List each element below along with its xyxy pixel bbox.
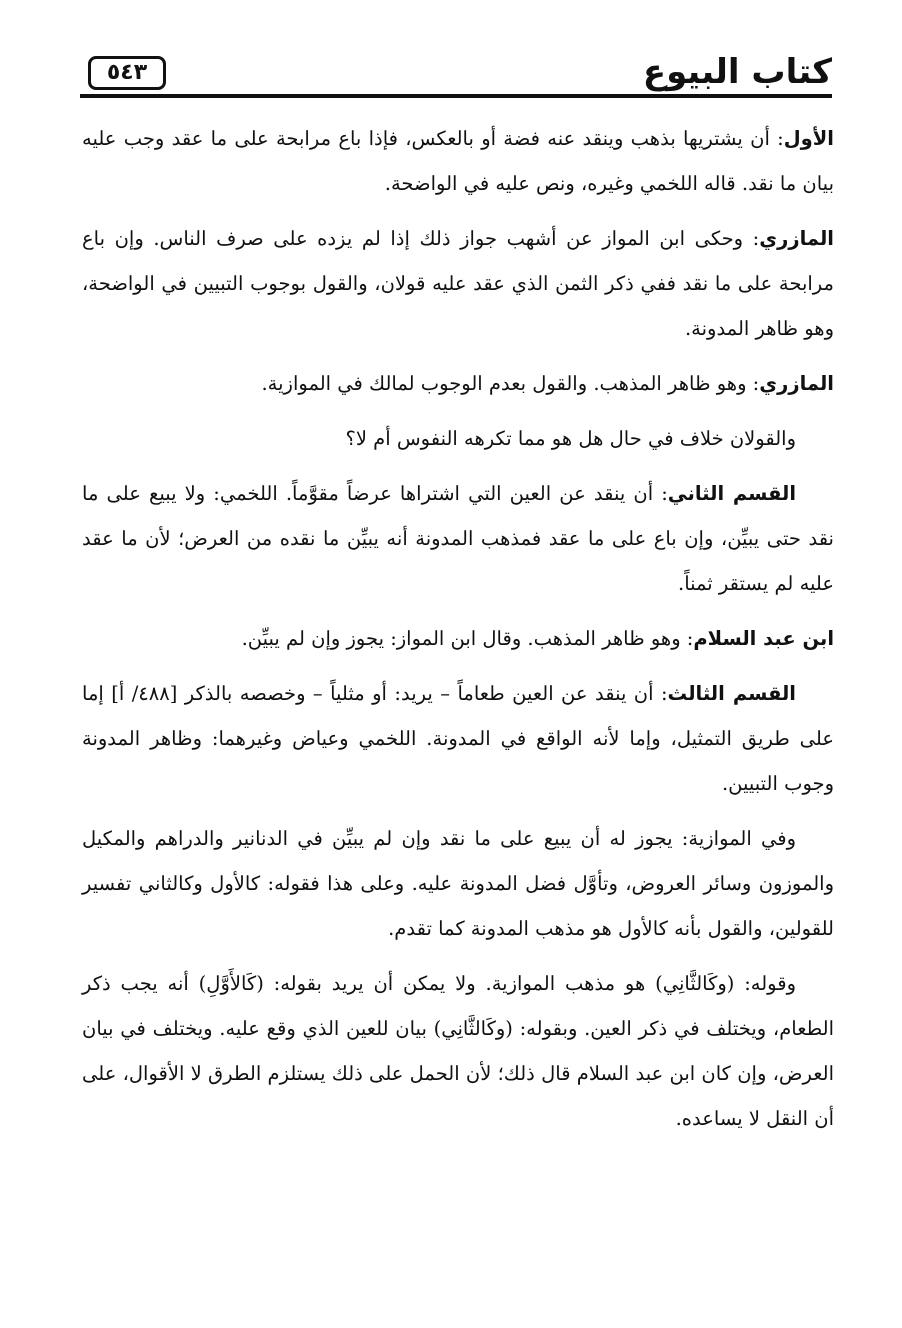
paragraph-text: وقوله: (وكَالثَّانِي) هو مذهب الموازية. ولا يمكن أن يريد بقوله: (كَالأَوَّلِ) أنه يجب ذكر الطعام، ويختلف في ذكر العين. وبقوله: (وكَالثَّانِي) بيان للعين الذي وقع عليه. ويختلف في بيان العرض، وإن كان ابن عبد السلام قال ذلك؛ لأن الحمل على ذلك يستلزم الطرق لا الأقوال، على أن النقل لا يساعده. xyxy=(82,972,834,1130)
book-title: كتاب البيوع xyxy=(642,52,832,92)
paragraph-lead: المازري xyxy=(759,372,834,395)
paragraph-9 xyxy=(82,961,834,1141)
header-rule xyxy=(80,94,832,98)
paragraph-text: : أن ينقد عن العين طعاماً – يريد: أو مثلياً – وخصصه بالذكر [٤٨٨/ أ] إما على طريق التمثيل، وإما لأنه الواقع في المدونة. اللخمي وعياض وغيرهما: وظاهر المدونة وجوب التبيين. xyxy=(82,682,834,795)
paragraph-text: : أن ينقد عن العين التي اشتراها عرضاً مقوَّماً. اللخمي: ولا يبيع على ما نقد حتى يبيِّن، وإن باع على ما عقد فمذهب المدونة أنه يبيِّن ما نقده من العرض؛ لأن ما عقد عليه لم يستقر ثمناً. xyxy=(82,482,834,595)
paragraph-2 xyxy=(82,216,834,351)
page-header xyxy=(80,50,832,102)
paragraph-5 xyxy=(82,471,834,606)
body-text xyxy=(82,116,834,1151)
paragraph-7 xyxy=(82,671,834,806)
paragraph-text: : وحكى ابن المواز عن أشهب جواز ذلك إذا لم يزده على صرف الناس. وإن باع مرابحة على ما نقد ففي ذكر الثمن الذي عقد عليه قولان، والقول بوجوب التبيين في الواضحة، وهو ظاهر المدونة. xyxy=(82,227,834,340)
paragraph-text: : وهو ظاهر المذهب. والقول بعدم الوجوب لمالك في الموازية. xyxy=(261,372,760,395)
paragraph-lead: القسم الثاني xyxy=(667,482,797,505)
paragraph-text: : وهو ظاهر المذهب. وقال ابن المواز: يجوز وإن لم يبيِّن. xyxy=(241,627,694,650)
page-number: ٥٤٣ xyxy=(106,60,148,85)
paragraph-lead: القسم الثالث xyxy=(667,682,796,705)
paragraph-lead: المازري xyxy=(759,227,834,250)
paragraph-6 xyxy=(82,616,834,661)
paragraph-lead: ابن عبد السلام xyxy=(693,627,834,650)
paragraph-3 xyxy=(82,361,834,406)
paragraph-4 xyxy=(82,416,834,461)
paragraph-1 xyxy=(82,116,834,206)
page-number-box xyxy=(88,56,166,90)
paragraph-text: : أن يشتريها بذهب وينقد عنه فضة أو بالعكس، فإذا باع مرابحة على ما عقد وجب عليه بيان ما نقد. قاله اللخمي وغيره، ونص عليه في الواضحة. xyxy=(82,127,834,195)
paragraph-8 xyxy=(82,816,834,951)
paragraph-text: وفي الموازية: يجوز له أن يبيع على ما نقد وإن لم يبيِّن في الدنانير والدراهم والمكيل والموزون وسائر العروض، وتأوَّل فضل المدونة عليه. وعلى هذا فقوله: كالأول وكالثاني تفسير للقولين، والقول بأنه كالأول هو مذهب المدونة كما تقدم. xyxy=(82,827,834,940)
paragraph-text: والقولان خلاف في حال هل هو مما تكرهه النفوس أم لا؟ xyxy=(345,427,796,450)
paragraph-lead: الأول xyxy=(783,127,834,150)
